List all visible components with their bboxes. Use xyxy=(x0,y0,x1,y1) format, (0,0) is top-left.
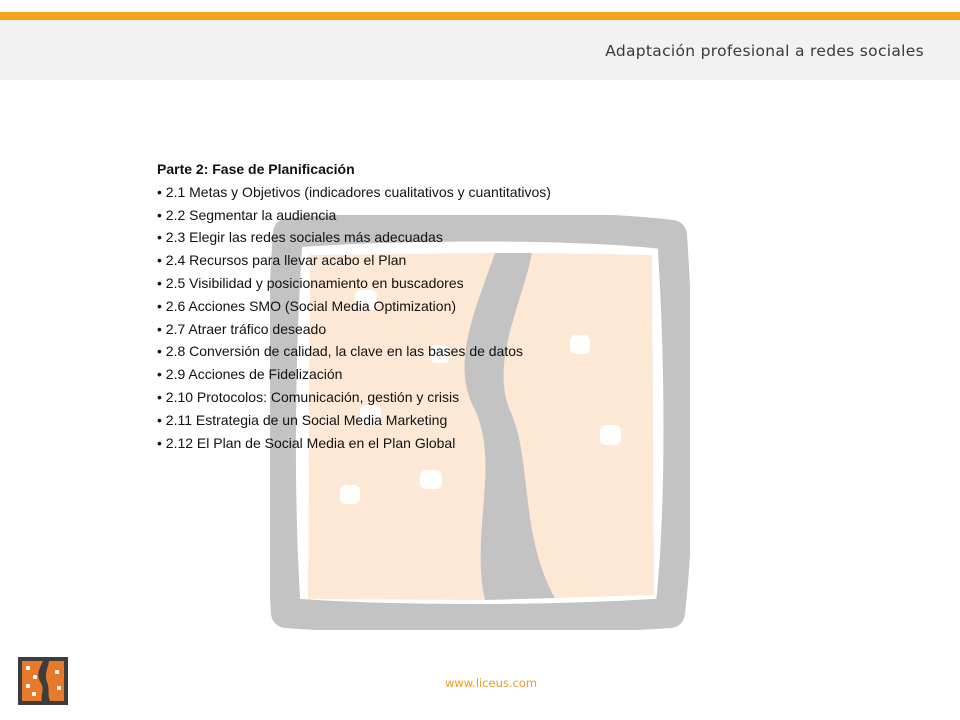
list-item: • 2.3 Elegir las redes sociales más adecuadas xyxy=(157,226,717,249)
presentation-title: Adaptación profesional a redes sociales xyxy=(605,42,924,60)
list-item: • 2.2 Segmentar la audiencia xyxy=(157,204,717,227)
list-item: • 2.5 Visibilidad y posicionamiento en buscadores xyxy=(157,272,717,295)
list-item: • 2.9 Acciones de Fidelización xyxy=(157,363,717,386)
list-item: • 2.12 El Plan de Social Media en el Plan Global xyxy=(157,432,717,455)
list-item: • 2.8 Conversión de calidad, la clave en las bases de datos xyxy=(157,340,717,363)
list-item: • 2.1 Metas y Objetivos (indicadores cualitativos y cuantitativos) xyxy=(157,181,717,204)
section-heading: Parte 2: Fase de Planificación xyxy=(157,161,355,177)
list-item: • 2.4 Recursos para llevar acabo el Plan xyxy=(157,249,717,272)
slide-content xyxy=(157,158,717,454)
footer-url[interactable]: www.liceus.com xyxy=(445,676,538,690)
list-item: • 2.10 Protocolos: Comunicación, gestión y crisis xyxy=(157,386,717,409)
list-item: • 2.7 Atraer tráfico deseado xyxy=(157,318,717,341)
liceus-logo-icon xyxy=(17,656,69,706)
list-item: • 2.11 Estrategia de un Social Media Marketing xyxy=(157,409,717,432)
top-accent-stripe xyxy=(0,12,960,20)
list-item: • 2.6 Acciones SMO (Social Media Optimization) xyxy=(157,295,717,318)
topic-list xyxy=(157,181,717,455)
